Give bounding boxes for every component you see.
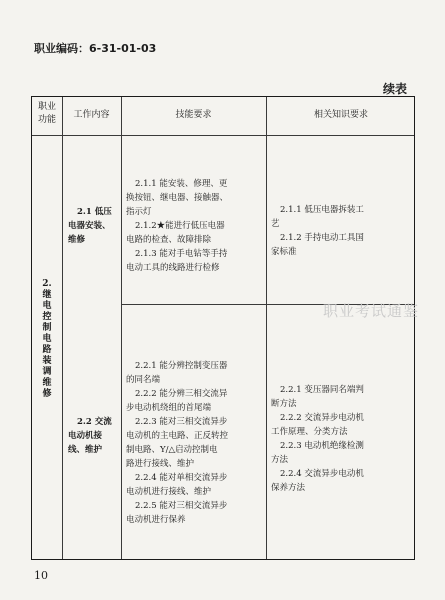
watermark: 职业考试通鉴 bbox=[322, 302, 419, 320]
header-knowledge-requirements: 相关知识要求 bbox=[313, 110, 368, 120]
skills-table bbox=[31, 96, 415, 560]
knowledge-2-1: 2.1.1 低压电器拆装工 艺 2.1.2 手持电动工具国 家标准 bbox=[271, 205, 364, 257]
function-label: 2. 继 电 控 制 电 路 装 调 维 修 bbox=[42, 279, 52, 399]
skills-2-1: 2.1.1 能安装、修理、更 换按钮、继电器、接触器、 指示灯 2.1.2★能进行低压电器 电路的检查、故障排除 2.1.3 能对手电钻等手持 电动工具的线路进行检修 bbox=[126, 179, 229, 273]
work-content-2-1: 2.1 低压 电器安装、 维修 bbox=[68, 207, 112, 245]
header-function: 职业 功能 bbox=[37, 102, 56, 125]
knowledge-2-2: 2.2.1 变压器同名端判 断方法 2.2.2 交流异步电动机 工作原理、分类方法 2.2.3 电动机绝缘检测 方法 2.2.4 交流异步电动机 保养方法 bbox=[271, 385, 364, 493]
header-skill-requirements: 技能要求 bbox=[175, 110, 212, 120]
continued-label: 续表 bbox=[382, 82, 407, 96]
col-divider bbox=[121, 97, 122, 559]
page-number: 10 bbox=[34, 569, 48, 582]
header-work-content: 工作内容 bbox=[73, 110, 110, 120]
skills-2-2: 2.2.1 能分辨控制变压器 的同名端 2.2.2 能分辨三相交流异 步电动机绕组的首尾端 2.2.3 能对三相交流异步 电动机的主电路、正反转控 制电路、Y/△启动控制电 路进行接线、维护 2.2.4 能对单相交流异步 电动机进行接线、维护 2.2.5 能对三相交流异步 电动机进行保养 bbox=[126, 361, 229, 525]
col-divider bbox=[62, 97, 63, 559]
occupation-code: 职业编码：6-31-01-03 bbox=[34, 42, 157, 55]
header-divider bbox=[32, 135, 414, 136]
col-divider bbox=[266, 97, 267, 559]
work-content-2-2: 2.2 交流 电动机接 线、维护 bbox=[68, 417, 112, 455]
